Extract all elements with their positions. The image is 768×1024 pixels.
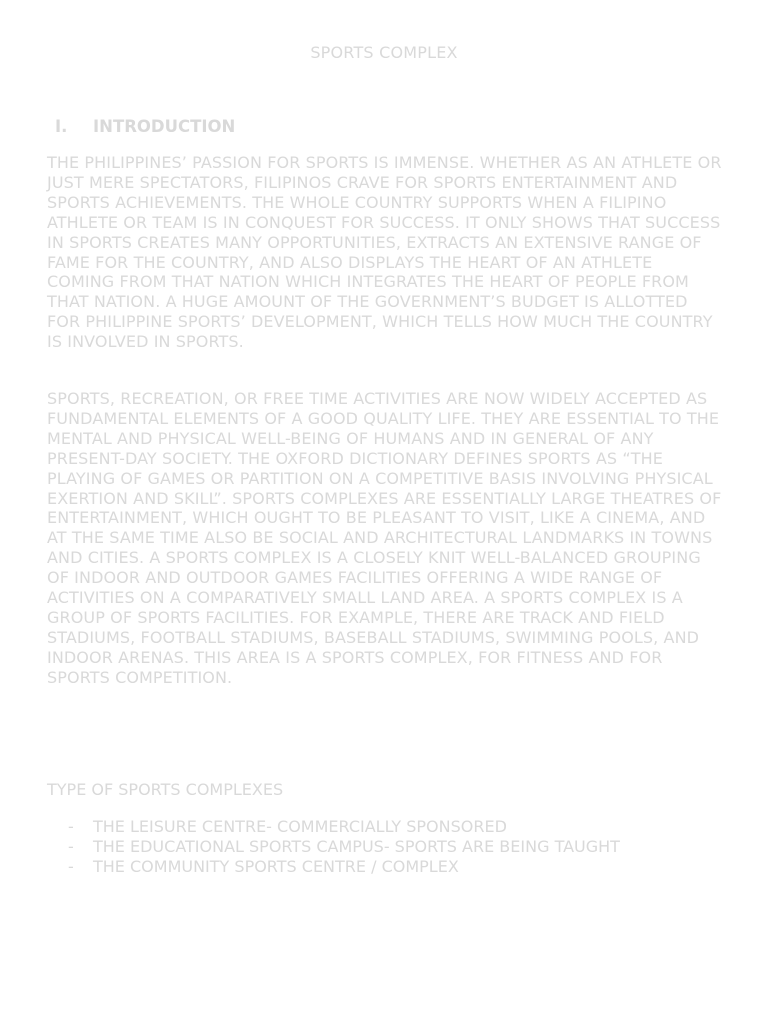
bullet-dash: -	[68, 817, 74, 836]
list-item-text: THE LEISURE CENTRE- COMMERCIALLY SPONSORED	[93, 817, 507, 836]
list-item	[68, 857, 620, 877]
list-item-text: THE COMMUNITY SPORTS CENTRE / COMPLEX	[93, 857, 459, 876]
section-heading	[55, 117, 235, 137]
intro-paragraph-1: THE PHILIPPINES’ PASSION FOR SPORTS IS IMMENSE. WHETHER AS AN ATHLETE OR JUST MERE SPECTATORS, FILIPINOS CRAVE FOR SPORTS ENTERTAINMENT AND SPORTS ACHIEVEMENTS. THE WHOLE COUNTRY SUPPORTS WHEN A FILIPINO ATHLETE OR TEAM IS IN CONQUEST FOR SUCCESS. IT ONLY SHOWS THAT SUCCESS IN SPORTS CREATES MANY OPPORTUNITIES, EXTRACTS AN EXTENSIVE RANGE OF FAME FOR THE COUNTRY, AND ALSO DISPLAYS THE HEART OF AN ATHLETE COMING FROM THAT NATION WHICH INTEGRATES THE HEART OF PEOPLE FROM THAT NATION. A HUGE AMOUNT OF THE GOVERNMENT’S BUDGET IS ALLOTTED FOR PHILIPPINE SPORTS’ DEVELOPMENT, WHICH TELLS HOW MUCH THE COUNTRY IS INVOLVED IN SPORTS.	[47, 153, 722, 352]
list-item	[68, 817, 620, 837]
types-heading: TYPE OF SPORTS COMPLEXES	[47, 780, 284, 799]
list-item-text: THE EDUCATIONAL SPORTS CAMPUS- SPORTS ARE BEING TAUGHT	[93, 837, 620, 856]
intro-paragraph-2: SPORTS, RECREATION, OR FREE TIME ACTIVITIES ARE NOW WIDELY ACCEPTED AS FUNDAMENTAL ELEMENTS OF A GOOD QUALITY LIFE. THEY ARE ESSENTIAL TO THE MENTAL AND PHYSICAL WELL-BEING OF HUMANS AND IN GENERAL OF ANY PRESENT-DAY SOCIETY. THE OXFORD DICTIONARY DEFINES SPORTS AS “THE PLAYING OF GAMES OR PARTITION ON A COMPETITIVE BASIS INVOLVING PHYSICAL EXERTION AND SKILL”. SPORTS COMPLEXES ARE ESSENTIALLY LARGE THEATRES OF ENTERTAINMENT, WHICH OUGHT TO BE PLEASANT TO VISIT, LIKE A CINEMA, AND AT THE SAME TIME ALSO BE SOCIAL AND ARCHITECTURAL LANDMARKS IN TOWNS AND CITIES. A SPORTS COMPLEX IS A CLOSELY KNIT WELL-BALANCED GROUPING OF INDOOR AND OUTDOOR GAMES FACILITIES OFFERING A WIDE RANGE OF ACTIVITIES ON A COMPARATIVELY SMALL LAND AREA. A SPORTS COMPLEX IS A GROUP OF SPORTS FACILITIES. FOR EXAMPLE, THERE ARE TRACK AND FIELD STADIUMS, FOOTBALL STADIUMS, BASEBALL STADIUMS, SWIMMING POOLS, AND INDOOR ARENAS. THIS AREA IS A SPORTS COMPLEX, FOR FITNESS AND FOR SPORTS COMPETITION.	[47, 389, 722, 687]
section-number: I.	[55, 117, 68, 136]
list-item	[68, 837, 620, 857]
types-list	[68, 817, 620, 877]
bullet-dash: -	[68, 857, 74, 876]
bullet-dash: -	[68, 837, 74, 856]
document-title: SPORTS COMPLEX	[310, 43, 458, 62]
section-title: INTRODUCTION	[93, 117, 236, 136]
